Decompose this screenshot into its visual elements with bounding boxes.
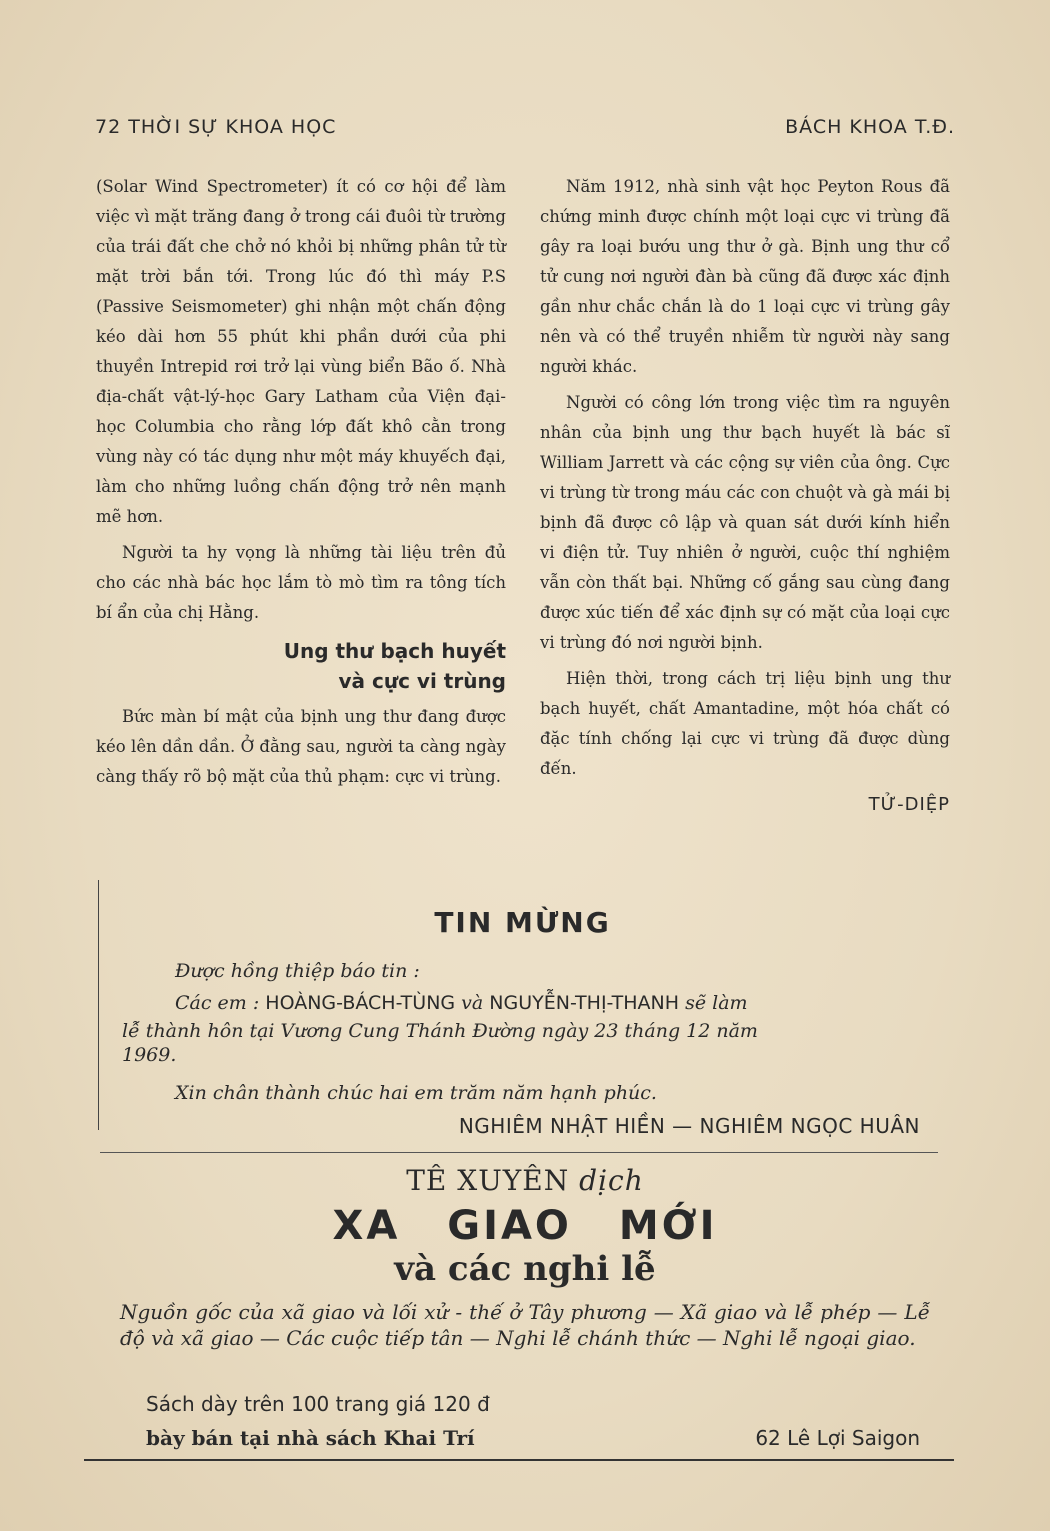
right-paragraph-2: Người có công lớn trong việc tìm ra nguyên nhân của bịnh ung thư bạch huyết là bác sĩ William Jarrett và các cộng sự viên của ông. Cực vi trùng từ trong máu các con chuột và gà mái bị bịnh đã được cô lập và quan sát dưới kính hiển vi điện tử. Tuy nhiên ở người, cuộc thí nghiệm vẫn còn thất bại. Những cố gắng sau cùng đang được xúc tiến để xác định sự có mặt của loại cực vi trùng đó nơi người bịnh. [540,393,950,652]
bottom-rule [84,1459,954,1461]
book-description: Nguồn gốc của xã giao và lối xử - thế ở Tây phương — Xã giao và lễ phép — Lễ độ và xã giao — Các cuộc tiếp tân — Nghi lễ chánh thức — Nghi lễ ngoại giao. [120,1300,930,1350]
announcement-line-4: 1969. [122,1044,177,1066]
left-paragraph-3: Bức màn bí mật của bịnh ung thư đang được kéo lên dần dần. Ở đằng sau, người ta càng ngày càng thấy rõ bộ mặt của thủ phạm: cực vi trùng. [96,707,506,786]
groom-name: HOÀNG-BÁCH-TÙNG [265,992,456,1014]
book-advertisement [100,1160,950,1460]
announcement-line-2 [175,992,748,1014]
book-subtitle: và các nghi lễ [394,1249,656,1289]
announcement-suffix: sẽ làm [679,992,748,1014]
section-heading-line-1: Ung thư bạch huyết [283,639,506,663]
announcement-prefix: Các em : [175,992,266,1014]
announcement-line-3: lễ thành hôn tại Vương Cung Thánh Đường ngày 23 tháng 12 năm [122,1020,758,1042]
announcement-signers: NGHIÊM NHẬT HIỀN — NGHIÊM NGỌC HUÂN [458,1114,920,1138]
announcement-line-5: Xin chân thành chúc hai em trăm năm hạnh phúc. [175,1082,657,1104]
page-header [95,116,955,146]
author-signature: TỬ-DIỆP [868,794,950,815]
left-paragraph-1: (Solar Wind Spectrometer) ít có cơ hội để làm việc vì mặt trăng đang ở trong cái đuôi từ trường của trái đất che chở nó khỏi bị những phân tử từ mặt trời bắn tới. Trong lúc đó thì máy P.S (Passive Seismometer) ghi nhận một chấn động kéo dài hơn 55 phút khi phần dưới của phi thuyền Intrepid rơi trở lại vùng biển Bão ố. Nhà địa-chất vật-lý-học Gary Latham của Viện đại-học Columbia cho rằng lớp đất khô cằn trong vùng này có tác dụng như một máy khuyếch đại, làm cho những luồng chấn động trở nên mạnh mẽ hơn. [96,177,506,526]
header-section-title: 72 THỜI SỰ KHOA HỌC [95,116,337,138]
horizontal-divider [100,1152,938,1153]
book-sale-location: bày bán tại nhà sách Khai Trí [146,1426,475,1450]
announcement-title: TIN MỪNG [434,906,611,939]
book-translator [100,1164,950,1197]
right-paragraph-3: Hiện thời, trong cách trị liệu bịnh ung thư bạch huyết, chất Amantadine, một hóa chất có đặc tính chống lại cực vi trùng đã được dùng đến. [540,669,950,778]
book-price: Sách dày trên 100 trang giá 120 đ [146,1392,490,1416]
announcement-and: và [455,992,490,1014]
bride-name: NGUYỄN-THỊ-THANH [489,992,680,1014]
header-publication-title: BÁCH KHOA T.Đ. [785,116,955,138]
book-store-address: 62 Lê Lợi Saigon [755,1426,920,1450]
section-heading-line-2: và cực vi trùng [338,669,506,693]
vertical-divider [98,880,99,1130]
right-column [540,172,950,820]
announcement-line-1: Được hồng thiệp báo tin : [175,960,420,982]
translator-name: TÊ XUYÊN [406,1164,570,1197]
left-paragraph-2: Người ta hy vọng là những tài liệu trên đủ cho các nhà bác học lắm tò mò tìm ra tông tích bí ẩn của chị Hằng. [96,543,506,622]
section-heading [96,636,506,696]
book-title: XA GIAO MỚI [332,1203,718,1249]
right-paragraph-1: Năm 1912, nhà sinh vật học Peyton Rous đã chứng minh được chính một loại cực vi trùng đã gây ra loại bướu ung thư ở gà. Bịnh ung thư cổ tử cung nơi người đàn bà cũng đã được xác định gần như chắc chắn là do 1 loại cực vi trùng gây nên và có thể truyền nhiễm từ người này sang người khác. [540,177,950,376]
translator-role: dịch [579,1164,644,1197]
announcement-box [100,884,945,1154]
left-column [96,172,506,798]
